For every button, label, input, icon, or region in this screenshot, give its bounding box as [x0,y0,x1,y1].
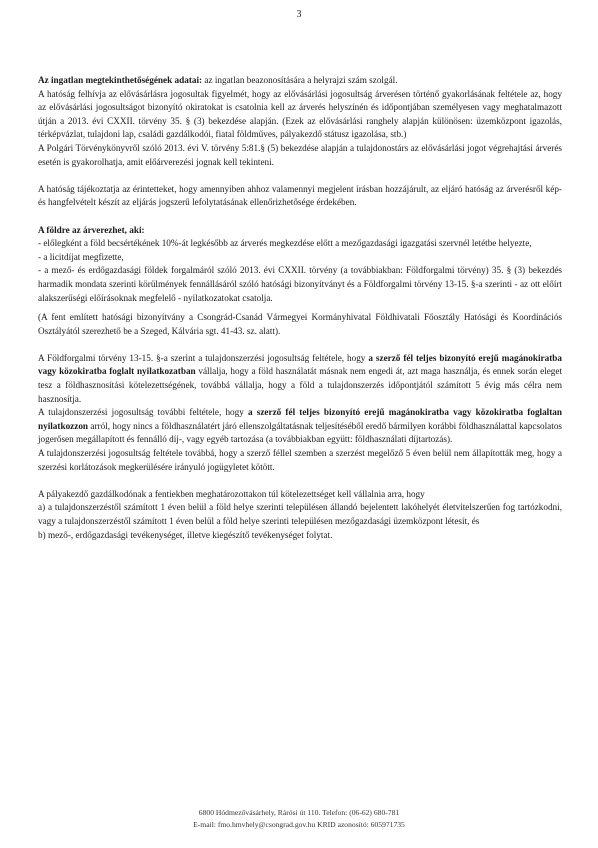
career-intro: A pályakezdő gazdálkodónak a fentiekben meghatározottakon túl kötelezettséget kell vállalnia arra, hogy [38,488,425,499]
bid-item: - a mező- és erdőgazdasági földek forgalmáról szóló 2013. évi CXXII. törvény (a továbbiakban: Földforgalmi törvény) 35. § (3) bekezdés harmadik mondata szerinti körülmények fennállásáról szóló hatósági bizonyítványt és a Földforgalmi törvény 13-15. §-a szerinti - az ott előírt alakszerűségi előírásoknak megfelelő - nyilatkozatokat csatolja. [38,265,562,303]
bid-item: - előlegként a föld becsértékének 10%-át legkésőbb az árverés megkezdése előtt a mezőgazdasági igazgatási szervnél letétbe helyezte, [38,238,532,249]
preemption-paragraph: A hatóság felhívja az elővásárlásra jogosultak figyelmét, hogy az elővásárlási jogosultság árverésen történő gyakorlásának feltétele az, hogy az elővásárlási jogosultságot bizonyító okiratokat is csatolnia kell az árverés helyszínén és időpontjában személyesen vagy meghatalmazott útján a 2013. évi CXXII. törvény 35. § (3) bekezdése alapján. (Ezek az elővásárlási ranghely alapján különösen: üzemközpont igazolás, térképvázlat, tulajdoni lap, családi gazdálkodói, fiatal földműves, pályakezdő státusz igazolása, stb.) [38,88,562,140]
page-footer [0,807,598,831]
spacer [38,210,562,224]
career-item-b: b) mező-, erdőgazdasági tevékenységet, illetve kiegészítő tevékenységet folytat. [38,529,333,540]
viewing-heading: Az ingatlan megtekinthetőségének adatai: [38,75,203,85]
viewing-paragraph [38,74,562,88]
document-body [38,74,562,542]
law-paragraph-2: A tulajdonszerzési jogosultság további feltétele, hogy a szerző fél teljes bizonyító erejű magánokiratba vagy közokiratba foglaltan nyilatkozzon arról, hogy nincs a földhasználatért járó ellenszolgáltatásnak teljesítéséből eredő bármilyen korábbi földhasználattal kapcsolatos jogerősen megállapított és fennálló díj-, vagy egyéb tartozása (a továbbiakban együtt: földhasználati díjtartozás). [38,407,562,445]
footer-address: 6800 Hódmezővásárhely, Rárósi út 110. Telefon: (06-62) 680-781 [198,808,400,817]
civil-code-paragraph: A Polgári Törvénykönyvről szóló 2013. évi V. törvény 5:81.§ (5) bekezdése alapján a tulajdonostárs az elővásárlási jogot végrehajtási árverés esetén is gyakorolhatja, amit előárverezési jognak kell tekinteni. [38,142,562,167]
footer-contact: E-mail: fmo.hmvhely@csongrad.gov.hu KRID azonosító: 605971735 [193,820,405,829]
career-item-a: a) a tulajdonszerzéstől számított 1 éven belül a föld helye szerinti településen állandó bejelentett lakóhelyét életvitelszerűen fog tartózkodni, vagy a tulajdonszerzéstől számított 1 éven belül a föld helye szerinti településen mezőgazdasági üzemközpont létesít, és [38,502,562,526]
spacer [38,474,562,488]
law-paragraph-1: A Földforgalmi törvény 13-15. §-a szerint a tulajdonszerzési jogosultság feltétele, hogy a szerző fél teljes bizonyító erejű magánokiratba vagy közokiratba foglalt nyilatkozatban vállalja, hogy a föld használatát másnak nem engedi át, azt maga használja, és ennek során eleget tesz a földhasznosítási kötelezettségének, továbbá vállalja, hogy a föld a tulajdonszerzés időpontjától számított 5 évig más célra nem hasznosítja. [38,352,563,404]
law-paragraph-3: A tulajdonszerzési jogosultság feltétele továbbá, hogy a szerző féllel szemben a szerzést megelőző 5 éven belül nem állapították meg, hogy a szerzési korlátozások megkerülésére irányuló jogügyletet kötött. [38,448,562,472]
bid-item: - a licitdíjat megfizette, [38,251,124,262]
certificate-note: (A fent említett hatósági bizonyítvány a Csongrád-Csanád Vármegyei Kormányhivatal Földhivatali Főosztály Hatósági és Koordinációs Osztályától szerezhető be a Szeged, Kálvária sgt. 41-43. sz. alatt). [38,312,562,336]
page-number: 3 [296,9,302,20]
viewing-text: az ingatlan beazonosítására a helyrajzi szám szolgál. [202,75,398,85]
bidder-heading: A földre az árverezhet, aki: [38,224,145,235]
spacer [38,169,562,183]
recording-notice-paragraph: A hatóság tájékoztatja az érintetteket, hogy amennyiben ahhoz valamennyi megjelent írásban hozzájárult, az eljáró hatóság az árverésről kép- és hangfelvételt készít az eljárás jogszerű lefolytatásának ellenőrizhetősége érdekében. [38,183,562,208]
spacer [38,338,562,352]
